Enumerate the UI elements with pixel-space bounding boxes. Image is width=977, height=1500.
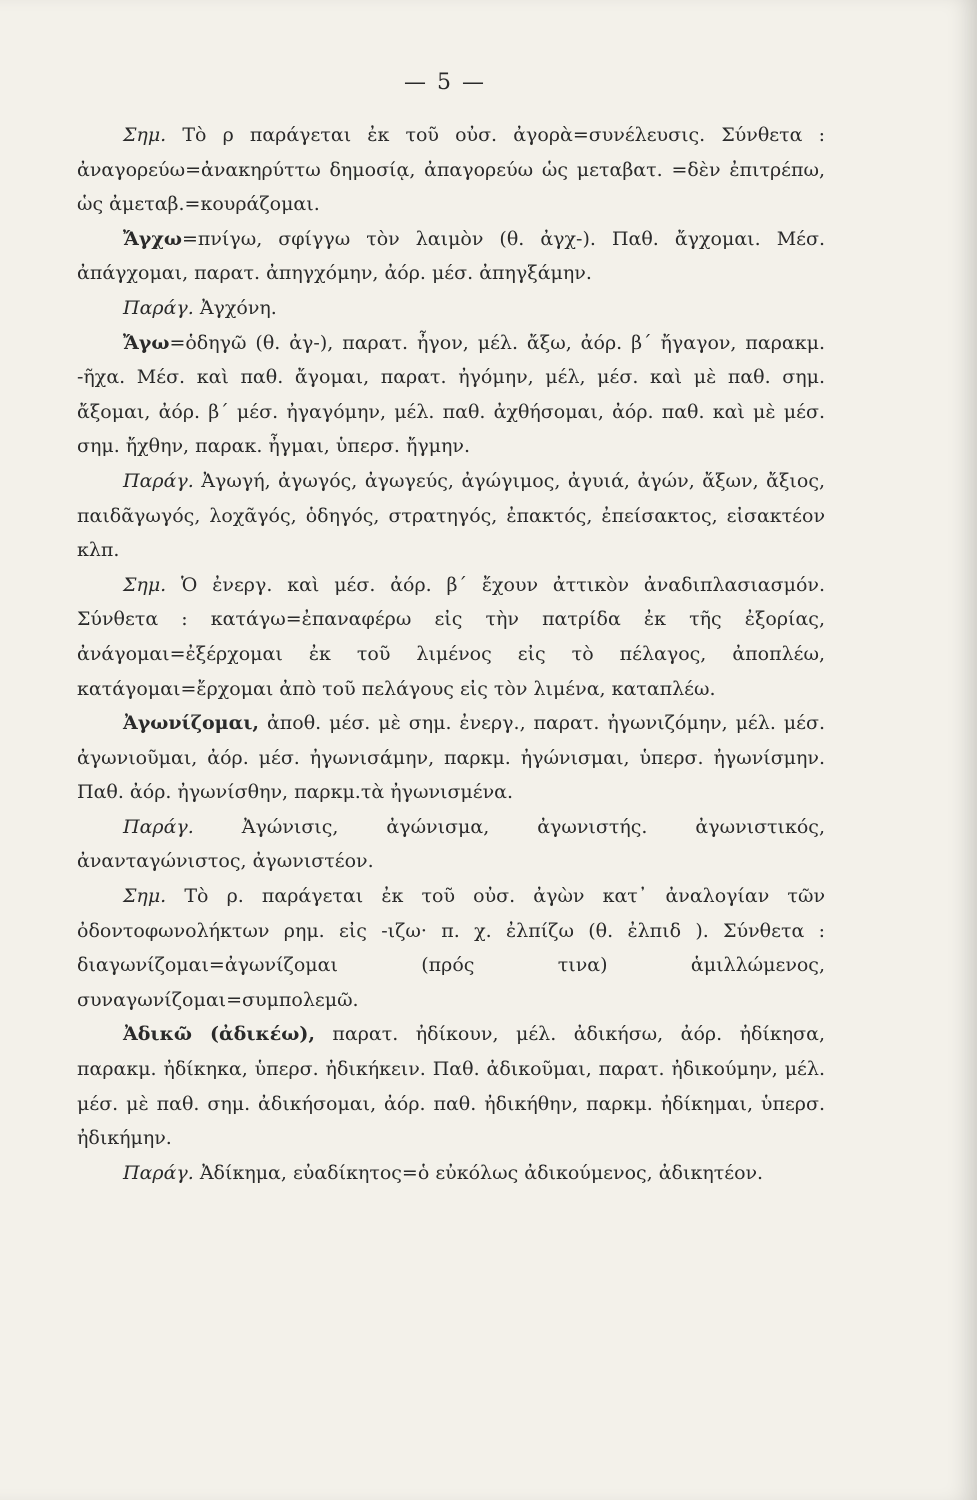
- paragraph-text: Τὸ ρ παράγεται ἐκ τοῦ οὐσ. ἀγορὰ=συνέλευσις. Σύνθετα : ἀναγορεύω=ἀνακηρύττω δημοσίᾳ, ἀπαγορεύω ὡς μεταβατ. =δὲν ἐπιτρέπω, ὡς ἀμεταβ.=κουράζομαι.: [77, 124, 825, 216]
- paragraph-label: Σημ.: [123, 124, 167, 146]
- headword: Ἄγχω: [123, 227, 182, 250]
- paragraph-text: Τὸ ρ. παράγεται ἐκ τοῦ οὐσ. ἀγὼν κατ᾿ ἀναλογίαν τῶν ὀδοντοφωνολήκτων ρημ. εἰς -ιζω· π. χ. ἐλπίζω (θ. ἐλπιδ ). Σύνθετα : διαγωνίζομαι=ἀγωνίζομαι (πρός τινα) ἁμιλλώμενος, συναγωνίζομαι=συμπολεμῶ.: [77, 885, 825, 1011]
- entry-adiko: [77, 1017, 825, 1155]
- entry-text: ἀποθ. μέσ. μὲ σημ. ἐνεργ., παρατ. ἠγωνιζόμην, μέλ. μέσ. ἀγωνιοῦμαι, ἀόρ. μέσ. ἠγωνισάμην, παρκμ. ἠγώνισμαι, ὑπερσ. ἠγωνίσμην. Παθ. ἀόρ. ἠγωνίσθην, παρκμ.τὰ ἠγωνισμένα.: [77, 712, 825, 804]
- headword: Ἄγω: [123, 331, 170, 354]
- derivatives-adiko: [77, 1156, 825, 1191]
- derivatives-ancho: [77, 291, 825, 326]
- paragraph-text: Ἀδίκημα, εὐαδίκητος=ὁ εὐκόλως ἀδικούμενος, ἀδικητέον.: [193, 1161, 764, 1184]
- headword: Ἀδικῶ (ἀδικέω),: [123, 1023, 315, 1046]
- entry-agonizomai: [77, 706, 825, 810]
- page-body: [77, 118, 825, 1190]
- entry-text: παρατ. ἠδίκουν, μέλ. ἀδικήσω, ἀόρ. ἠδίκησα, παρακμ. ἠδίκηκα, ὑπερσ. ἠδικήκειν. Παθ. ἀδικοῦμαι, παρατ. ἠδικούμην, μέλ. μέσ. μὲ παθ. σημ. ἀδικήσομαι, ἀόρ. παθ. ἠδικήθην, παρκμ. ἠδίκημαι, ὑπερσ. ἠδικήμην.: [77, 1023, 825, 1150]
- paragraph-label: Σημ.: [123, 573, 167, 596]
- paragraph-label: Παράγ.: [123, 469, 194, 492]
- derivatives-agonizomai: [77, 810, 825, 879]
- paragraph-label: Παράγ.: [123, 296, 194, 319]
- entry-ago: [77, 326, 825, 464]
- paragraph-label: Παράγ.: [123, 1161, 194, 1184]
- paragraph-text: Ὁ ἐνεργ. καὶ μέσ. ἀόρ. β΄ ἔχουν ἀττικὸν ἀναδιπλασιασμόν. Σύνθετα : κατάγω=ἐπαναφέρω εἰς τὴν πατρίδα ἐκ τῆς ἐξορίας, ἀνάγομαι=ἐξέρχομαι ἐκ τοῦ λιμένος εἰς τὸ πέλαγος, ἀποπλέω, κατάγομαι=ἔρχομαι ἀπὸ τοῦ πελάγους εἰς τὸν λιμένα, καταπλέω.: [77, 573, 825, 700]
- note-agonizomai: [77, 879, 825, 1017]
- paragraph-text: Ἀγχόνη.: [193, 296, 277, 319]
- entry-text: =πνίγω, σφίγγω τὸν λαιμὸν (θ. ἀγχ-). Παθ. ἄγχομαι. Μέσ. ἀπάγχομαι, παρατ. ἀπηγχόμην, ἀόρ. μέσ. ἀπηγξάμην.: [77, 227, 825, 285]
- derivatives-ago: [77, 464, 825, 568]
- entry-text: =ὁδηγῶ (θ. ἀγ-), παρατ. ἦγον, μέλ. ἄξω, ἀόρ. β΄ ἤγαγον, παρακμ. -ῆχα. Μέσ. καὶ παθ. ἄγομαι, παρατ. ἠγόμην, μέλ, μέσ. καὶ μὲ παθ. σημ. ἄξομαι, ἀόρ. β΄ μέσ. ἠγαγόμην, μέλ. παθ. ἀχθήσομαι, ἀόρ. παθ. καὶ μὲ μέσ. σημ. ἤχθην, παρακ. ἦγμαι, ὑπερσ. ἤγμην.: [77, 331, 825, 458]
- note-paragraph-1: [77, 118, 825, 222]
- page-number: — 5 —: [404, 70, 486, 95]
- paragraph-label: Σημ.: [123, 885, 167, 908]
- note-ago: [77, 568, 825, 706]
- entry-ancho: [77, 222, 825, 291]
- headword: Ἀγωνίζομαι,: [123, 712, 260, 735]
- paragraph-label: Παράγ.: [123, 815, 194, 838]
- paragraph-text: Ἀγώνισις, ἀγώνισμα, ἀγωνιστής. ἀγωνιστικός, ἀνανταγώνιστος, ἀγωνιστέον.: [77, 815, 825, 873]
- paragraph-text: Ἀγωγή, ἀγωγός, ἀγωγεύς, ἀγώγιμος, ἀγυιά, ἀγών, ἄξων, ἄξιος, παιδᾶγωγός, λοχᾶγός, ὁδηγός, στρατηγός, ἐπακτός, ἐπείσακτος, εἰσακτέον κλπ.: [77, 469, 825, 562]
